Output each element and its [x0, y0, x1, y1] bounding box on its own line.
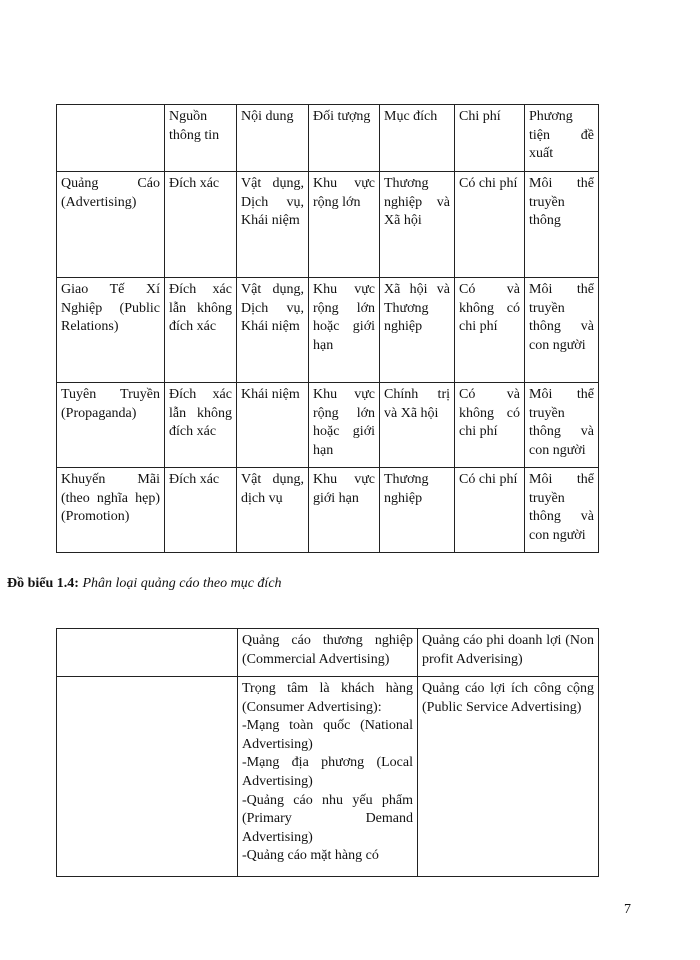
- table-header-row: [57, 105, 599, 172]
- header-cell: Phương tiện đề xuất: [525, 105, 599, 172]
- table-cell: Có và không có chi phí: [455, 278, 525, 383]
- caption-label: Đồ biểu 1.4:: [7, 576, 79, 591]
- table-cell: Đích xác lẫn không đích xác: [165, 278, 237, 383]
- list-item: -Mạng toàn quốc (National Advertising): [242, 718, 413, 752]
- header-cell: Quảng cáo thương nghiệp (Commercial Advertising): [238, 629, 418, 677]
- header-cell: [57, 105, 165, 172]
- table-cell: Khu vực rộng lớn hoặc giới hạn: [309, 278, 380, 383]
- list-item: -Quảng cáo mặt hàng có: [242, 848, 379, 864]
- figure-caption: [7, 576, 282, 592]
- header-cell: [57, 629, 238, 677]
- table-cell: Môi thể truyền thông và con người: [525, 468, 599, 553]
- header-cell: Quảng cáo phi doanh lợi (Non profit Adverising): [418, 629, 599, 677]
- table-cell: Chính trị và Xã hội: [380, 383, 455, 468]
- table-row: [57, 383, 599, 468]
- list-item: -Mạng địa phương (Local Advertising): [242, 755, 413, 789]
- header-cell: Mục đích: [380, 105, 455, 172]
- table-cell: Có và không có chi phí: [455, 383, 525, 468]
- list-item: Trọng tâm là khách hàng (Consumer Advertising):: [242, 681, 413, 715]
- table-cell: [57, 677, 238, 877]
- header-cell: Nội dung: [237, 105, 309, 172]
- page-number: 7: [624, 902, 631, 917]
- advertising-purpose-table: [56, 628, 599, 877]
- media-comparison-table: [56, 104, 599, 553]
- table-cell: Môi thể truyền thông và con người: [525, 383, 599, 468]
- caption-text: Phân loại quảng cáo theo mục đích: [82, 576, 282, 591]
- row-label: Tuyên Truyền (Propaganda): [57, 383, 165, 468]
- header-cell: Đối tượng: [309, 105, 380, 172]
- table-cell: Khái niệm: [237, 383, 309, 468]
- table-cell: Khu vực rộng lớn hoặc giới hạn: [309, 383, 380, 468]
- table-cell: Khu vực giới hạn: [309, 468, 380, 553]
- table-cell: Đích xác: [165, 172, 237, 278]
- table-cell: Có chi phí: [455, 172, 525, 278]
- table-cell: Có chi phí: [455, 468, 525, 553]
- table-cell: Khu vực rộng lớn: [309, 172, 380, 278]
- table-cell: Vật dụng, Dịch vụ, Khái niệm: [237, 278, 309, 383]
- table-cell: Đích xác lẫn không đích xác: [165, 383, 237, 468]
- table-cell: Đích xác: [165, 468, 237, 553]
- table-cell: Môi thể truyền thông: [525, 172, 599, 278]
- table-header-row: [57, 629, 599, 677]
- header-cell: Chi phí: [455, 105, 525, 172]
- list-item: -Quảng cáo nhu yếu phẩm (Primary Demand Advertising): [242, 792, 413, 845]
- commercial-cell: [238, 677, 418, 877]
- nonprofit-cell: Quảng cáo lợi ích công cộng (Public Service Advertising): [418, 677, 599, 877]
- table-cell: Vật dụng, dịch vụ: [237, 468, 309, 553]
- table-row: [57, 278, 599, 383]
- table-row: [57, 172, 599, 278]
- row-label: Quảng Cáo (Advertising): [57, 172, 165, 278]
- table-cell: Vật dụng, Dịch vụ, Khái niệm: [237, 172, 309, 278]
- table-row: [57, 677, 599, 877]
- table-cell: Xã hội và Thương nghiệp: [380, 278, 455, 383]
- table-cell: Môi thể truyền thông và con người: [525, 278, 599, 383]
- row-label: Giao Tế Xí Nghiệp (Public Relations): [57, 278, 165, 383]
- header-cell: Nguồn thông tin: [165, 105, 237, 172]
- table-cell: Thương nghiệp: [380, 468, 455, 553]
- row-label: Khuyến Mãi (theo nghĩa hẹp) (Promotion): [57, 468, 165, 553]
- table-row: [57, 468, 599, 553]
- table-cell: Thương nghiệp và Xã hội: [380, 172, 455, 278]
